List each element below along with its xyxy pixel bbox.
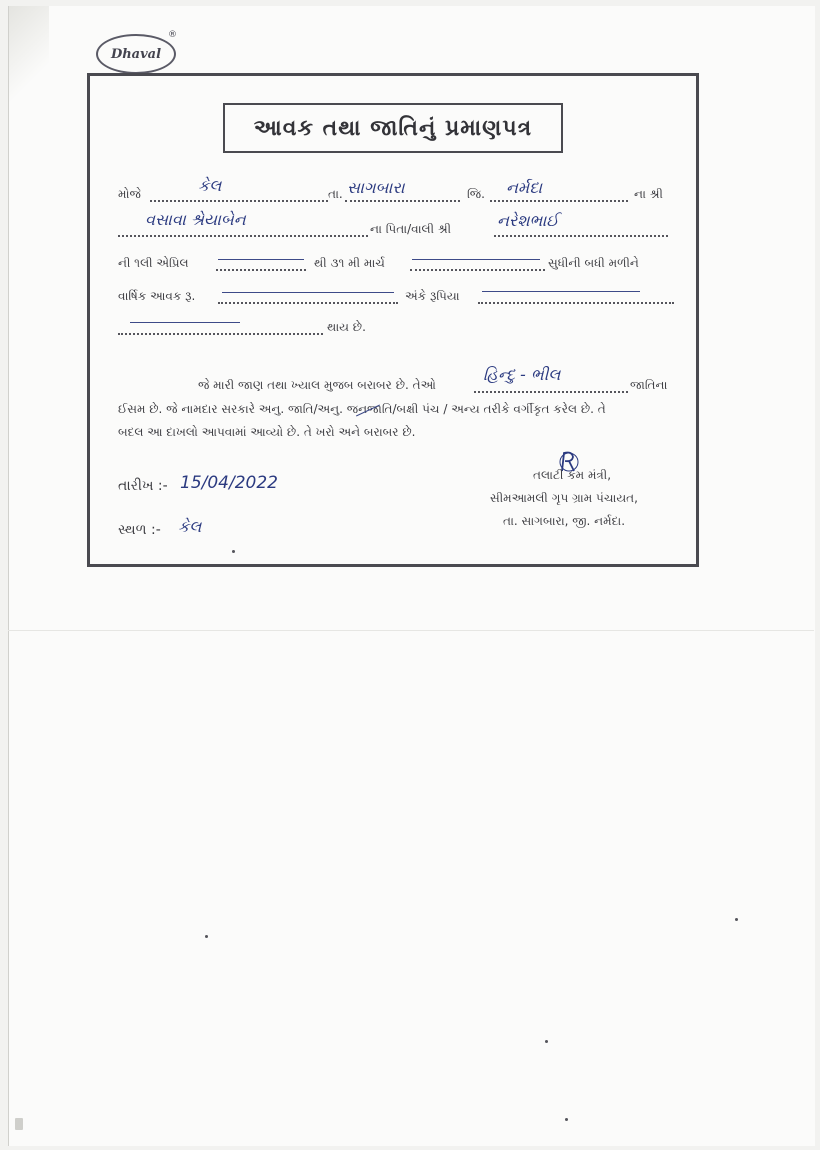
label-na-shri: ના શ્રી — [634, 187, 663, 201]
district-value: નર્મદા — [506, 178, 543, 197]
label-from-april: ની ૧લી એપ્રિલ — [118, 256, 189, 270]
label-father-guardian: ના પિતા/વાલી શ્રી — [370, 222, 452, 236]
label-annual-income: વાર્ષિક આવક રૂ. — [118, 289, 196, 303]
label-place: સ્થળ :- — [118, 522, 161, 538]
sign-line-2: સીમઆમલી ગૃપ ગ્રામ પંચાયત, — [490, 491, 638, 505]
caste-value: હિન્દુ - ભીલ — [483, 365, 561, 384]
label-mouje: મોજે — [118, 187, 141, 201]
date-value: 15/04/2022 — [180, 473, 278, 493]
certificate-title: આવક તથા જાતિનું પ્રમાણપત્ર — [223, 103, 563, 153]
applicant-name-value: વસાવા શ્રેયાબેન — [145, 210, 246, 229]
village-value: કેલ — [198, 176, 222, 195]
para-line-2: ઈસમ છે. જે નામદાર સરકારે અનુ. જાતિ/અનુ. જનજાતિ/બક્ષી પંચ / અન્ય તરીકે વર્ગીકૃત કરેલ છે. તે — [118, 402, 606, 416]
sign-line-1: તલાટી કમ મંત્રી, — [533, 468, 612, 482]
registered-mark: ® — [168, 30, 177, 40]
label-in-words: અંકે રૂપિયા — [405, 289, 460, 303]
brand-logo: Dhaval — [96, 34, 176, 74]
father-name-value: નરેશભાઈ — [497, 211, 559, 230]
label-caste-suffix: જાતિના — [630, 378, 668, 392]
fold-line — [8, 630, 814, 631]
place-value: કેલ — [178, 517, 202, 536]
label-becomes: થાય છે. — [327, 320, 366, 334]
label-taluka: તા. — [328, 187, 343, 201]
label-jilla: જિ. — [467, 187, 485, 201]
para-intro: જે મારી જાણ તથા ખ્યાલ મુજબ બરાબર છે. તેઓ — [198, 378, 436, 392]
label-till-all: સુધીની બધી મળીને — [548, 256, 639, 270]
para-line-3: બદલ આ દાખલો આપવામાં આવ્યો છે. તે ખરો અને બરાબર છે. — [118, 425, 416, 439]
label-date: તારીખ :- — [118, 478, 168, 494]
sign-line-3: તા. સાગબારા, જી. નર્મદા. — [503, 514, 626, 528]
label-to-march: થી ૩૧ મી માર્ચ — [314, 256, 385, 270]
taluka-value: સાગબારા — [347, 178, 405, 197]
